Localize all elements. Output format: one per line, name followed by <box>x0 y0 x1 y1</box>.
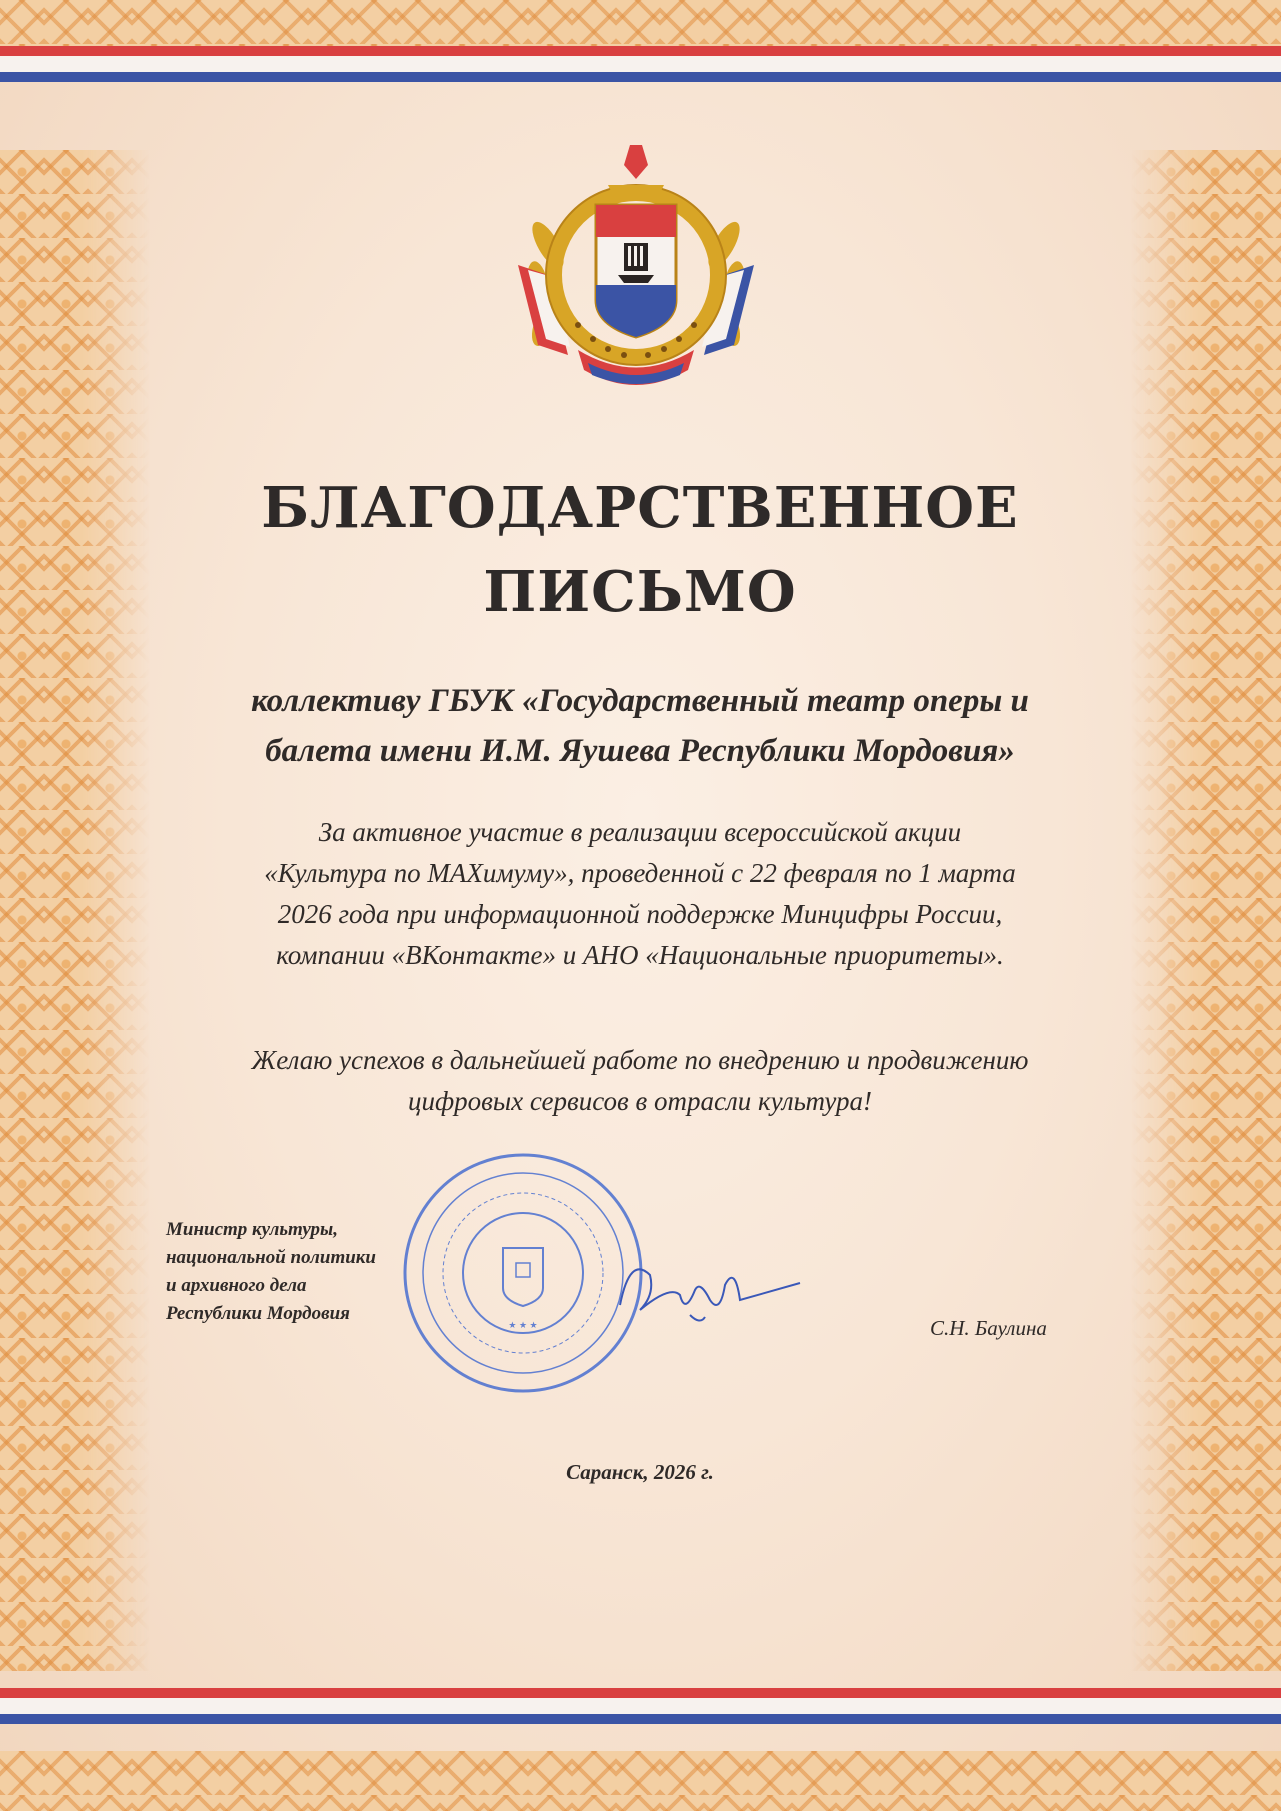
tricolor-bottom <box>0 1688 1281 1724</box>
document-title <box>140 466 1140 634</box>
handwritten-signature-icon <box>600 1245 820 1335</box>
tricolor-top <box>0 46 1281 82</box>
body-line: Желаю успехов в дальнейшей работе по внедрению и продвижению <box>251 1045 1029 1075</box>
coat-of-arms-icon <box>508 125 764 385</box>
ornament-right-border <box>1131 150 1281 1671</box>
body-line: «Культура по МАХимуму», проведенной с 22 февраля по 1 марта <box>264 858 1016 888</box>
position-line: и архивного дела <box>166 1275 307 1296</box>
body-line: компании «ВКонтакте» и АНО «Национальные приоритеты». <box>276 940 1004 970</box>
body-line: цифровых сервисов в отрасли культура! <box>407 1086 873 1116</box>
ornament-bottom <box>0 1751 1281 1811</box>
addressee-line-1: коллективу ГБУК «Государственный театр оперы и <box>251 683 1029 719</box>
body-line: 2026 года при информационной поддержке Минцифры России, <box>277 899 1003 929</box>
signatory-position <box>166 1216 466 1328</box>
addressee <box>140 676 1140 776</box>
svg-text:★ ★ ★: ★ ★ ★ <box>508 1320 538 1330</box>
body-line: За активное участие в реализации всероссийской акции <box>318 817 962 847</box>
addressee-line-2: балета имени И.М. Яушева Республики Мордовия» <box>265 733 1015 769</box>
position-line: Министр культуры, <box>166 1219 338 1240</box>
signer-name: С.Н. Баулина <box>930 1316 1047 1340</box>
place-date: Саранск, 2026 г. <box>566 1460 714 1484</box>
title-line-2: ПИСЬМО <box>483 559 797 625</box>
body-paragraph-2 <box>140 1040 1140 1122</box>
body-paragraph-1 <box>140 812 1140 976</box>
ornament-left-border <box>0 150 150 1671</box>
position-line: Республики Мордовия <box>166 1303 350 1324</box>
title-line-1: БЛАГОДАРСТВЕННОЕ <box>261 475 1019 541</box>
position-line: национальной политики <box>166 1247 376 1268</box>
